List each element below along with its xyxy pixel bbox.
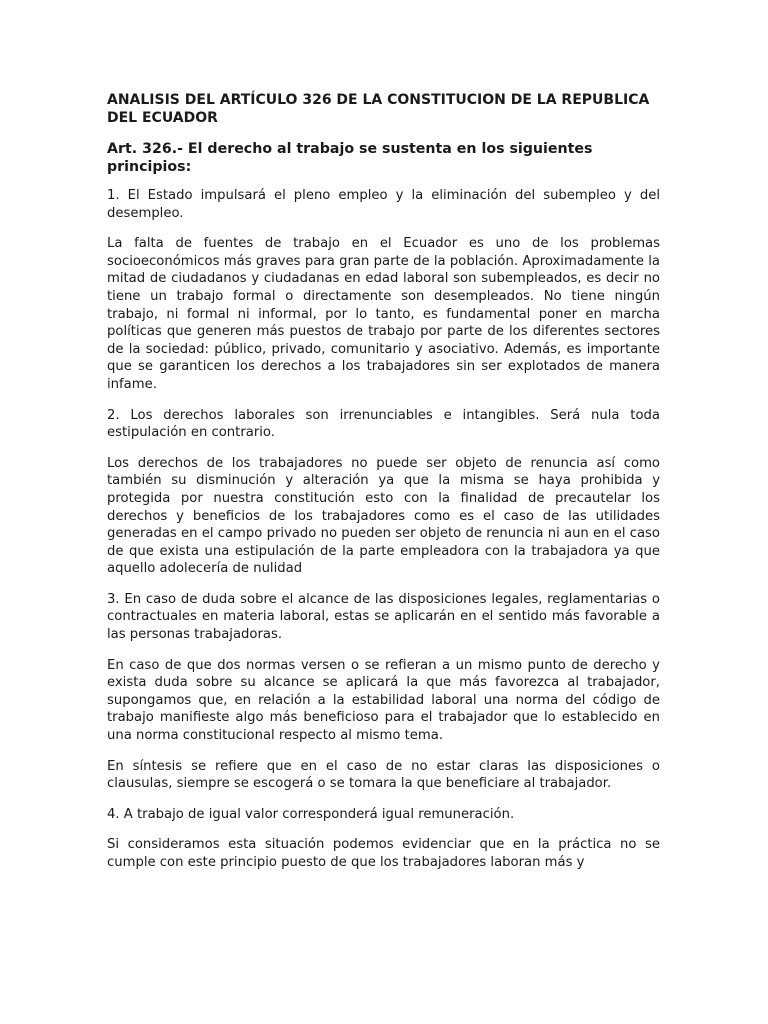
- paragraph-analysis-4: Si consideramos esta situación podemos evidenciar que en la práctica no se cumple con este principio puesto de que los trabajadores laboran más y: [107, 837, 660, 870]
- article-heading: Art. 326.- El derecho al trabajo se sustenta en los siguientes principios:: [107, 141, 593, 175]
- document-title: ANALISIS DEL ARTÍCULO 326 DE LA CONSTITUCION DE LA REPUBLICA DEL ECUADOR: [107, 92, 650, 126]
- paragraph-analysis-1: La falta de fuentes de trabajo en el Ecuador es uno de los problemas socioeconómicos más graves para gran parte de la población. Aproximadamente la mitad de ciudadanos y ciudadanas en edad laboral son subempleados, es decir no tiene un trabajo formal o directamente son desempleados. No tiene ningún trabajo, ni formal ni informal, por lo tanto, es fundamental poner en marcha políticas que generen más puestos de trabajo por parte de los diferentes sectores de la sociedad: público, privado, comunitario y asociativo. Además, es importante que se garanticen los derechos a los trabajadores sin ser explotados de manera infame.: [107, 236, 660, 392]
- document-page: [107, 91, 660, 885]
- paragraph-principle-4: 4. A trabajo de igual valor corresponderá igual remuneración.: [107, 806, 515, 822]
- paragraph-principle-3: 3. En caso de duda sobre el alcance de las disposiciones legales, reglamentarias o contractuales en materia laboral, estas se aplicarán en el sentido más favorable a las personas trabajadoras.: [107, 591, 660, 643]
- paragraph-principle-2: 2. Los derechos laborales son irrenunciables e intangibles. Será nula toda estipulación en contrario.: [107, 407, 660, 441]
- paragraph-analysis-2: Los derechos de los trabajadores no puede ser objeto de renuncia así como también su disminución y alteración ya que la misma se haya prohibida y protegida por nuestra constitución esto con la finalidad de precautelar los derechos y beneficios de los trabajadores como es el caso de las utilidades generadas en el campo privado no pueden ser objeto de renuncia ni aun en el caso de que exista una estipulación de la parte empleadora con la trabajadora ya que aquello adolecería de nulidad: [107, 455, 660, 577]
- paragraph-analysis-3: En caso de que dos normas versen o se refieran a un mismo punto de derecho y exista duda sobre su alcance se aplicará la que más favorezca al trabajador, supongamos que, en relación a la estabilidad laboral una norma del código de trabajo manifieste algo más beneficioso para el trabajador que lo establecido en una norma constitucional respecto al mismo tema.: [107, 657, 660, 744]
- paragraph-principle-1: 1. El Estado impulsará el pleno empleo y la eliminación del subempleo y del desempleo.: [107, 188, 660, 221]
- paragraph-synthesis-3: En síntesis se refiere que en el caso de no estar claras las disposiciones o clausulas, siempre se escogerá o se tomara la que beneficiare al trabajador.: [107, 758, 660, 792]
